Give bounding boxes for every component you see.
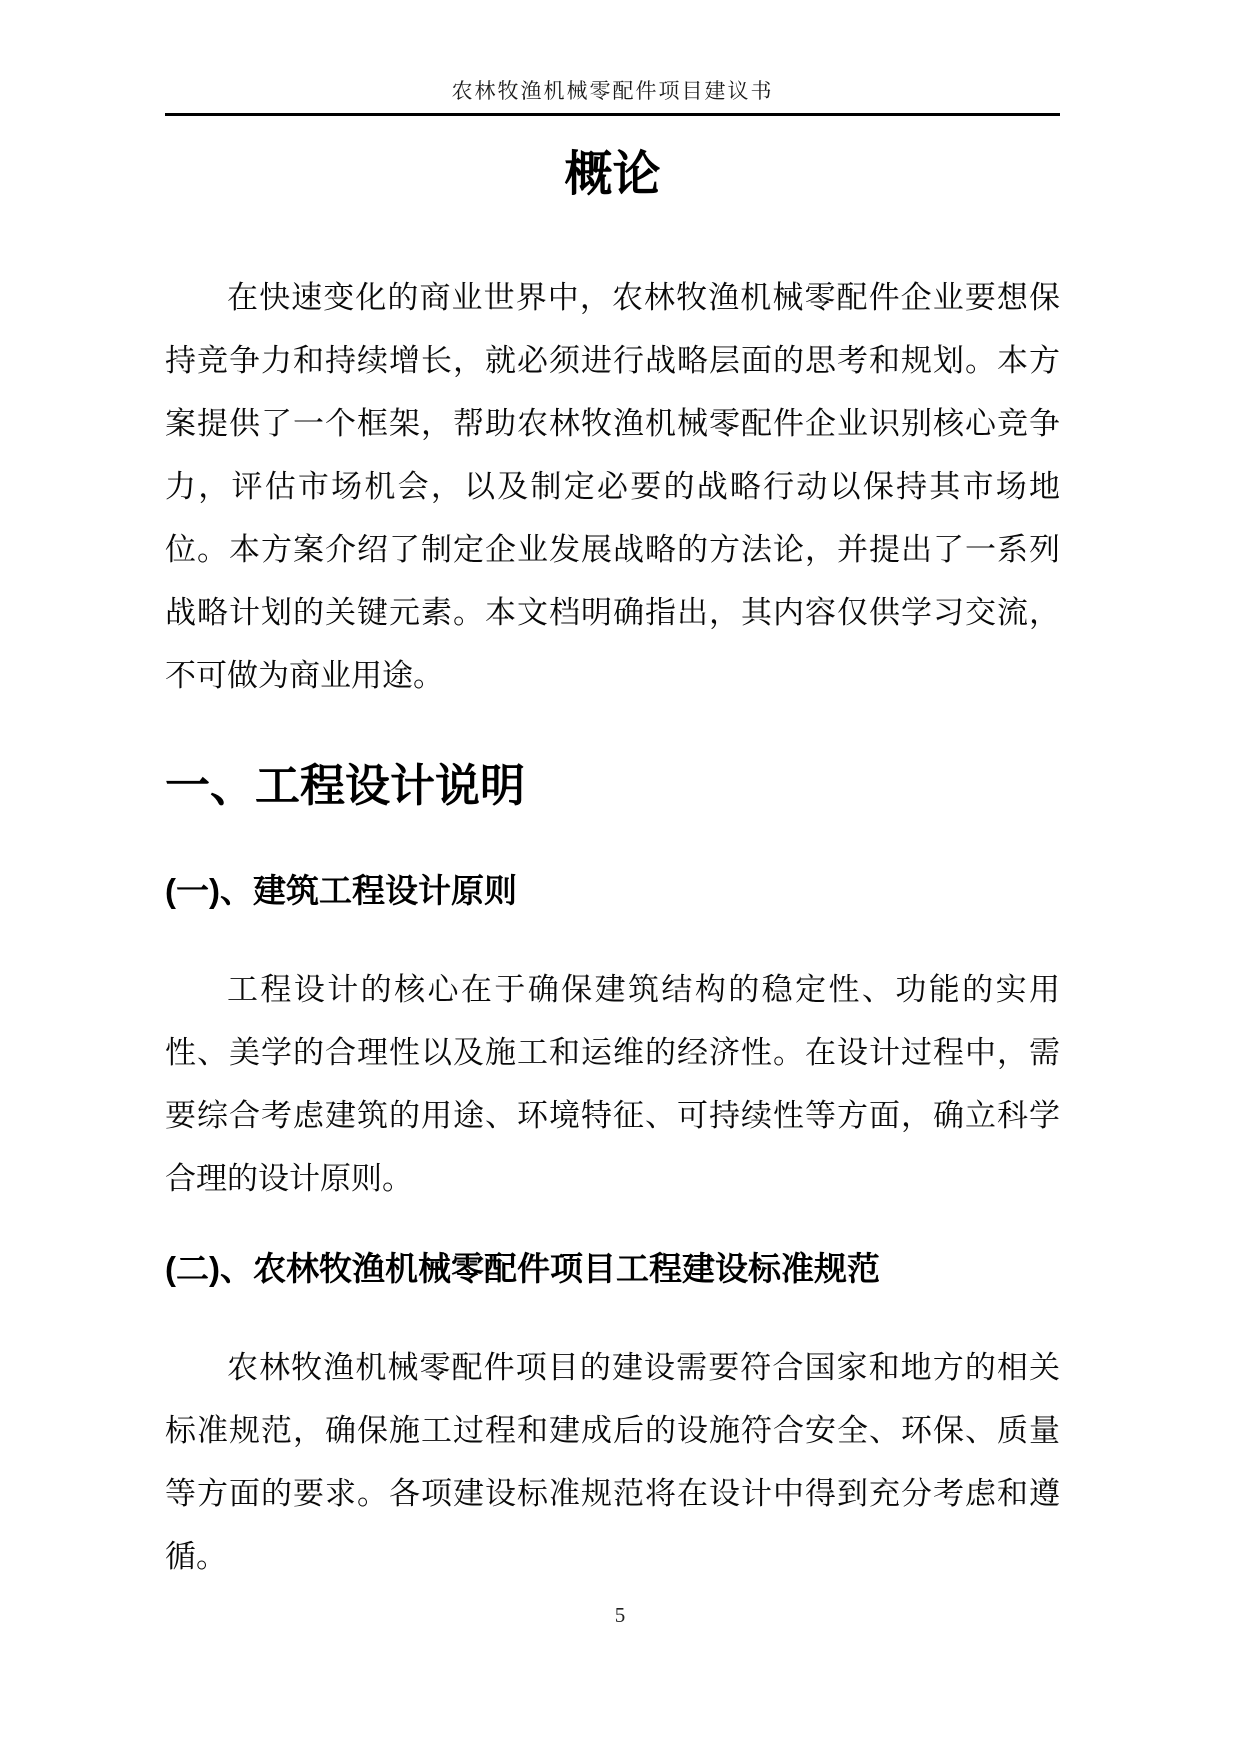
subsection-body-construction-standards: 农林牧渔机械零配件项目的建设需要符合国家和地方的相关标准规范，确保施工过程和建成后的设施符合安全、环保、质量等方面的要求。各项建设标准规范将在设计中得到充分考虑和遵循。 xyxy=(165,1350,1060,1574)
page-content xyxy=(165,0,1060,1588)
header-divider xyxy=(165,113,1060,116)
page-number: 5 xyxy=(614,1603,626,1627)
subsection-heading-construction-standards: (二)、农林牧渔机械零配件项目工程建设标准规范 xyxy=(165,1250,880,1287)
section-heading-engineering-design: 一、工程设计说明 xyxy=(165,760,526,811)
subsection-body-design-principles: 工程设计的核心在于确保建筑结构的稳定性、功能的实用性、美学的合理性以及施工和运维的经济性。在设计过程中，需要综合考虑建筑的用途、环境特征、可持续性等方面，确立科学合理的设计原则。 xyxy=(165,972,1060,1196)
document-title: 概论 xyxy=(564,148,661,201)
page-header xyxy=(165,0,1060,116)
subsection-heading-design-principles: (一)、建筑工程设计原则 xyxy=(165,872,517,909)
page-header-title: 农林牧渔机械零配件项目建议书 xyxy=(451,79,774,103)
intro-paragraph: 在快速变化的商业世界中，农林牧渔机械零配件企业要想保持竞争力和持续增长，就必须进行战略层面的思考和规划。本方案提供了一个框架，帮助农林牧渔机械零配件企业识别核心竞争力，评估市场机会，以及制定必要的战略行动以保持其市场地位。本方案介绍了制定企业发展战略的方法论，并提出了一系列战略计划的关键元素。本文档明确指出，其内容仅供学习交流，不可做为商业用途。 xyxy=(165,280,1060,693)
